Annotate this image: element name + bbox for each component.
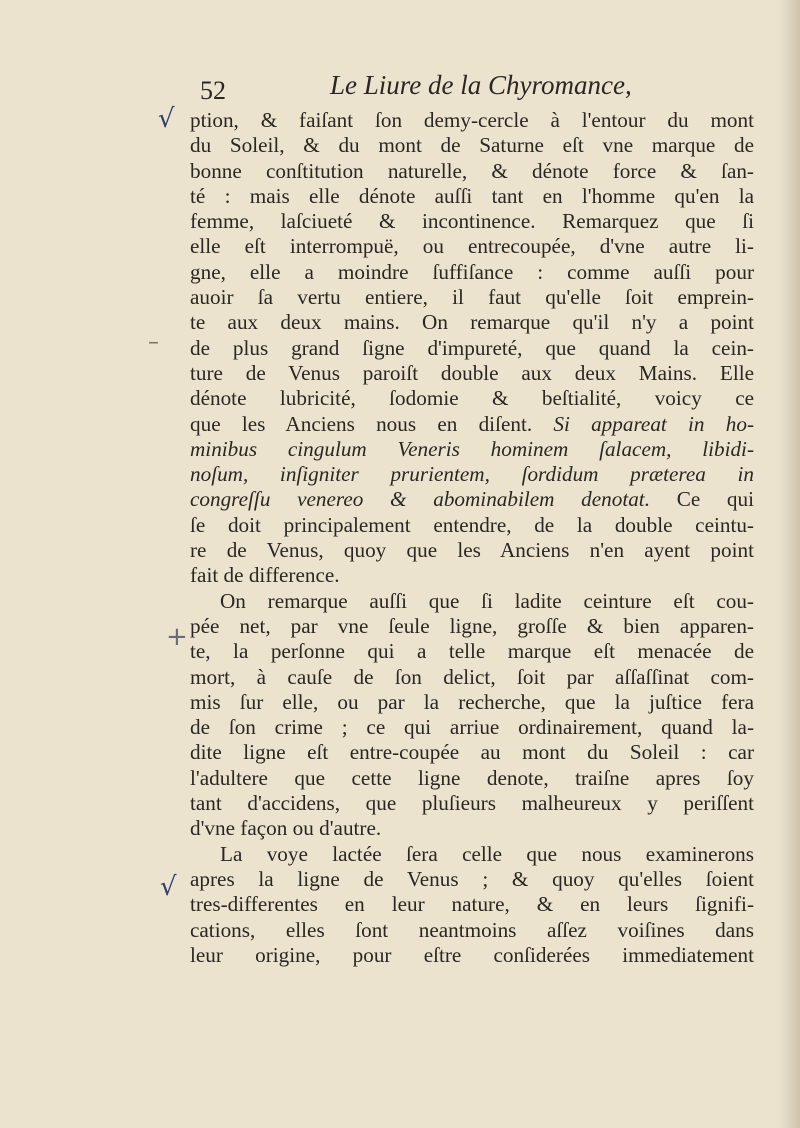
page-number: 52 — [200, 76, 226, 105]
paragraph-start: On remarque auſſi que ſi ladite ceinture eſt cou- — [220, 588, 754, 613]
text-line: dénote lubricité, ſodomie & beſtialité, voicy ce — [190, 386, 754, 411]
text-line: tant d'accidens, que pluſieurs malheureux y periſſent — [190, 791, 754, 816]
text-line: leur origine, pour eſtre conſiderées immediatement — [190, 942, 754, 967]
text-line: te aux deux mains. On remarque qu'il n'y a point — [190, 310, 754, 335]
text-line: l'adultere que cette ligne denote, traiſne apres ſoy — [190, 765, 754, 790]
running-title: Le Liure de la Chyromance, — [330, 70, 632, 100]
text-line: ption, & faiſant ſon demy-cercle à l'entour du mont — [190, 108, 754, 132]
text-line: ture de Venus paroiſt double aux deux Mains. Elle — [190, 360, 754, 385]
text-line: te, la perſonne qui a telle marque eſt menacée de — [190, 639, 754, 664]
text-line: pée net, par vne ſeule ligne, groſſe & bien apparen- — [190, 613, 754, 638]
margin-dash-mark: – — [148, 330, 159, 355]
text-line: femme, laſciueté & incontinence. Remarquez que ſi — [190, 209, 754, 234]
text-line: apres la ligne de Venus ; & quoy qu'elles ſoient — [190, 866, 754, 891]
text-line: mis ſur elle, ou par la recherche, que la juſtice fera — [190, 689, 754, 714]
margin-plus-mark: + — [166, 622, 188, 652]
text-line: d'vne façon ou d'autre. — [190, 816, 382, 841]
page-header — [200, 70, 760, 110]
page-edge-shadow — [778, 0, 800, 1128]
text-line: tres-differentes en leur nature, & en leurs ſignifi- — [190, 892, 754, 917]
text-line — [190, 412, 754, 437]
margin-check-mark: √ — [158, 104, 175, 134]
text-line: mort, à cauſe de ſon delict, ſoit par aſſaſſinat com- — [190, 664, 754, 689]
latin-quote: Si appareat in ho- — [553, 411, 754, 436]
margin-check-mark: √ — [160, 872, 177, 902]
text-line: de plus grand ſigne d'impureté, que quand la cein- — [190, 335, 754, 360]
text-run: que les Anciens nous en diſent. — [190, 411, 554, 436]
text-line: gne, elle a moindre ſuffiſance : comme auſſi pour — [190, 259, 754, 284]
text-line: bonne conſtitution naturelle, & dénote force & ſan- — [190, 158, 754, 183]
text-line: té : mais elle dénote auſſi tant en l'homme qu'en la — [190, 183, 754, 208]
text-line — [190, 487, 754, 512]
text-line: auoir ſa vertu entiere, il faut qu'elle ſoit emprein- — [190, 285, 754, 310]
paragraph-start: La voye lactée ſera celle que nous examinerons — [220, 841, 754, 866]
latin-quote-line: noſum, inſigniter prurientem, ſordidum præterea in — [190, 462, 754, 487]
text-line: du Soleil, & du mont de Saturne eſt vne marque de — [190, 133, 754, 158]
text-line: fait de difference. — [190, 563, 340, 588]
text-line: re de Venus, quoy que les Anciens n'en ayent point — [190, 538, 754, 563]
body-text — [190, 108, 754, 968]
latin-quote-line: minibus cingulum Veneris hominem ſalacem, libidi- — [190, 436, 754, 461]
text-line: de ſon crime ; ce qui arriue ordinairement, quand la- — [190, 715, 754, 740]
text-line: cations, elles ſont neantmoins aſſez voiſines dans — [190, 917, 754, 942]
latin-quote: congreſſu venereo & abominabilem denotat. — [190, 487, 650, 512]
text-line: ſe doit principalement entendre, de la double ceintu- — [190, 512, 754, 537]
text-line: elle eſt interrompuë, ou entrecoupée, d'vne autre li- — [190, 234, 754, 259]
text-run: Ce qui — [650, 487, 754, 512]
text-line: dite ligne eſt entre-coupée au mont du Soleil : car — [190, 740, 754, 765]
